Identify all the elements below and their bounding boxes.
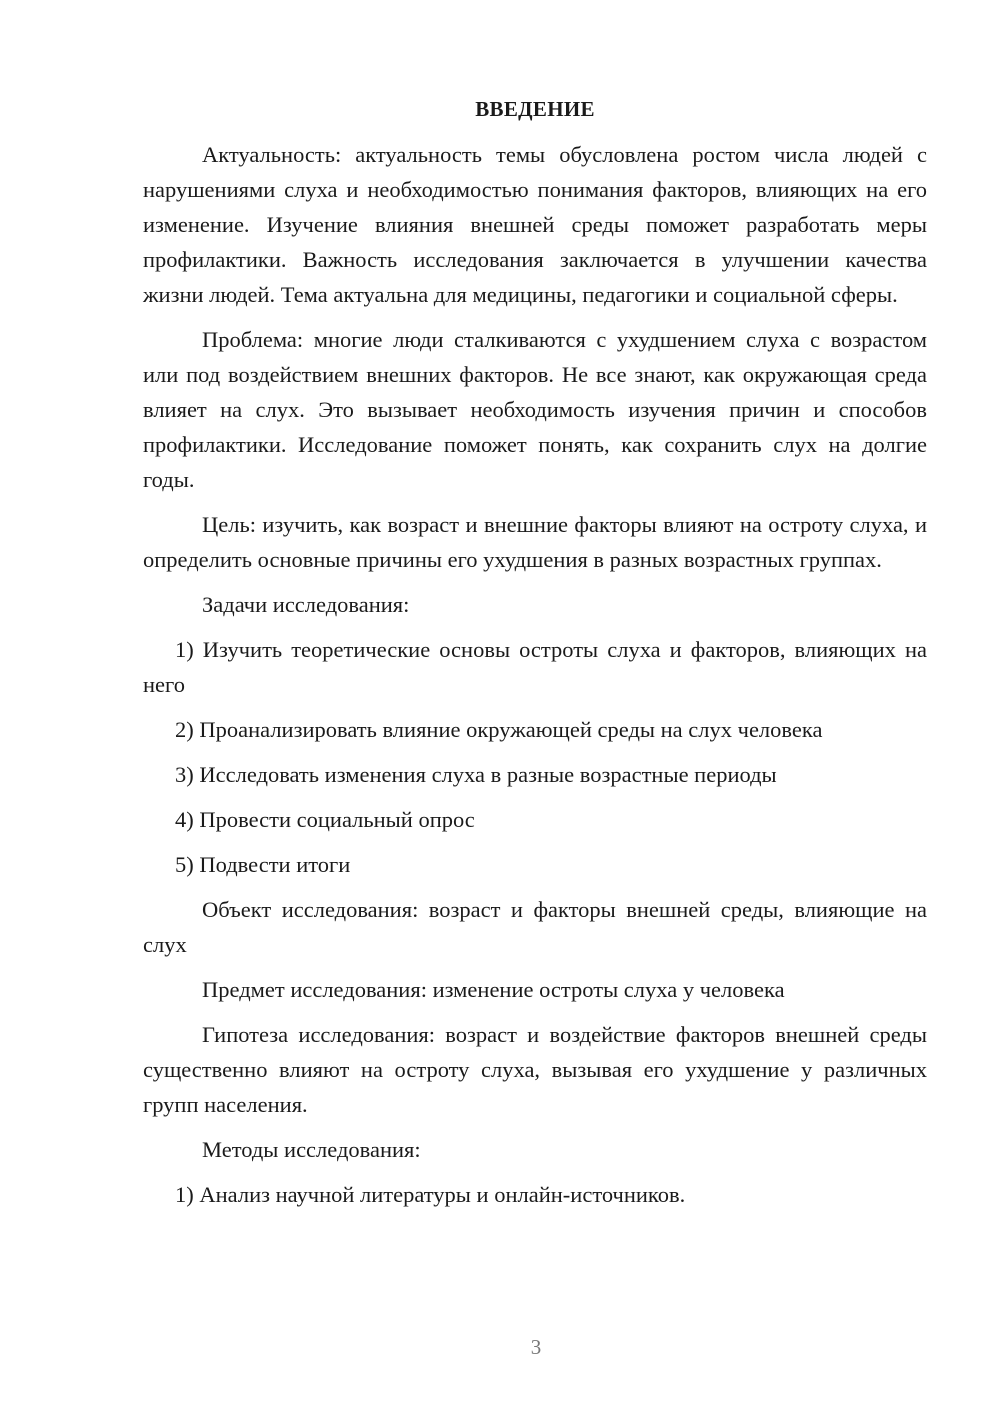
subject-paragraph: Предмет исследования: изменение остроты слуха у человека [202, 977, 785, 1002]
section-title: ВВЕДЕНИЕ [475, 97, 595, 121]
page-number: 3 [530, 1335, 542, 1359]
object-paragraph: Объект исследования: возраст и факторы внешней среды, влияющие на слух [143, 897, 927, 957]
method-item: 1) Анализ научной литературы и онлайн-источников. [175, 1182, 686, 1207]
task-item: 1) Изучить теоретические основы остроты слуха и факторов, влияющих на него [143, 637, 927, 697]
page-content [143, 92, 927, 1222]
task-item: 2) Проанализировать влияние окружающей среды на слух человека [175, 717, 823, 742]
task-item: 5) Подвести итоги [175, 852, 351, 877]
problem-paragraph: Проблема: многие люди сталкиваются с ухудшением слуха с возрастом или под воздействием внешних факторов. Не все знают, как окружающая среда влияет на слух. Это вызывает необходимость изучения причин и способов профилактики. Исследование поможет понять, как сохранить слух на долгие годы. [143, 327, 927, 492]
tasks-heading: Задачи исследования: [202, 592, 410, 617]
relevance-paragraph: Актуальность: актуальность темы обусловлена ростом числа людей с нарушениями слуха и необходимостью понимания факторов, влияющих на его изменение. Изучение влияния внешней среды поможет разработать меры профилактики. Важность исследования заключается в улучшении качества жизни людей. Тема актуальна для медицины, педагогики и социальной сферы. [143, 142, 927, 307]
goal-paragraph: Цель: изучить, как возраст и внешние факторы влияют на остроту слуха, и определить основные причины его ухудшения в разных возрастных группах. [143, 512, 927, 572]
task-item: 3) Исследовать изменения слуха в разные возрастные периоды [175, 762, 777, 787]
hypothesis-paragraph: Гипотеза исследования: возраст и воздействие факторов внешней среды существенно влияют на остроту слуха, вызывая его ухудшение у различных групп населения. [143, 1022, 927, 1117]
methods-heading: Методы исследования: [202, 1137, 421, 1162]
task-item: 4) Провести социальный опрос [175, 807, 475, 832]
